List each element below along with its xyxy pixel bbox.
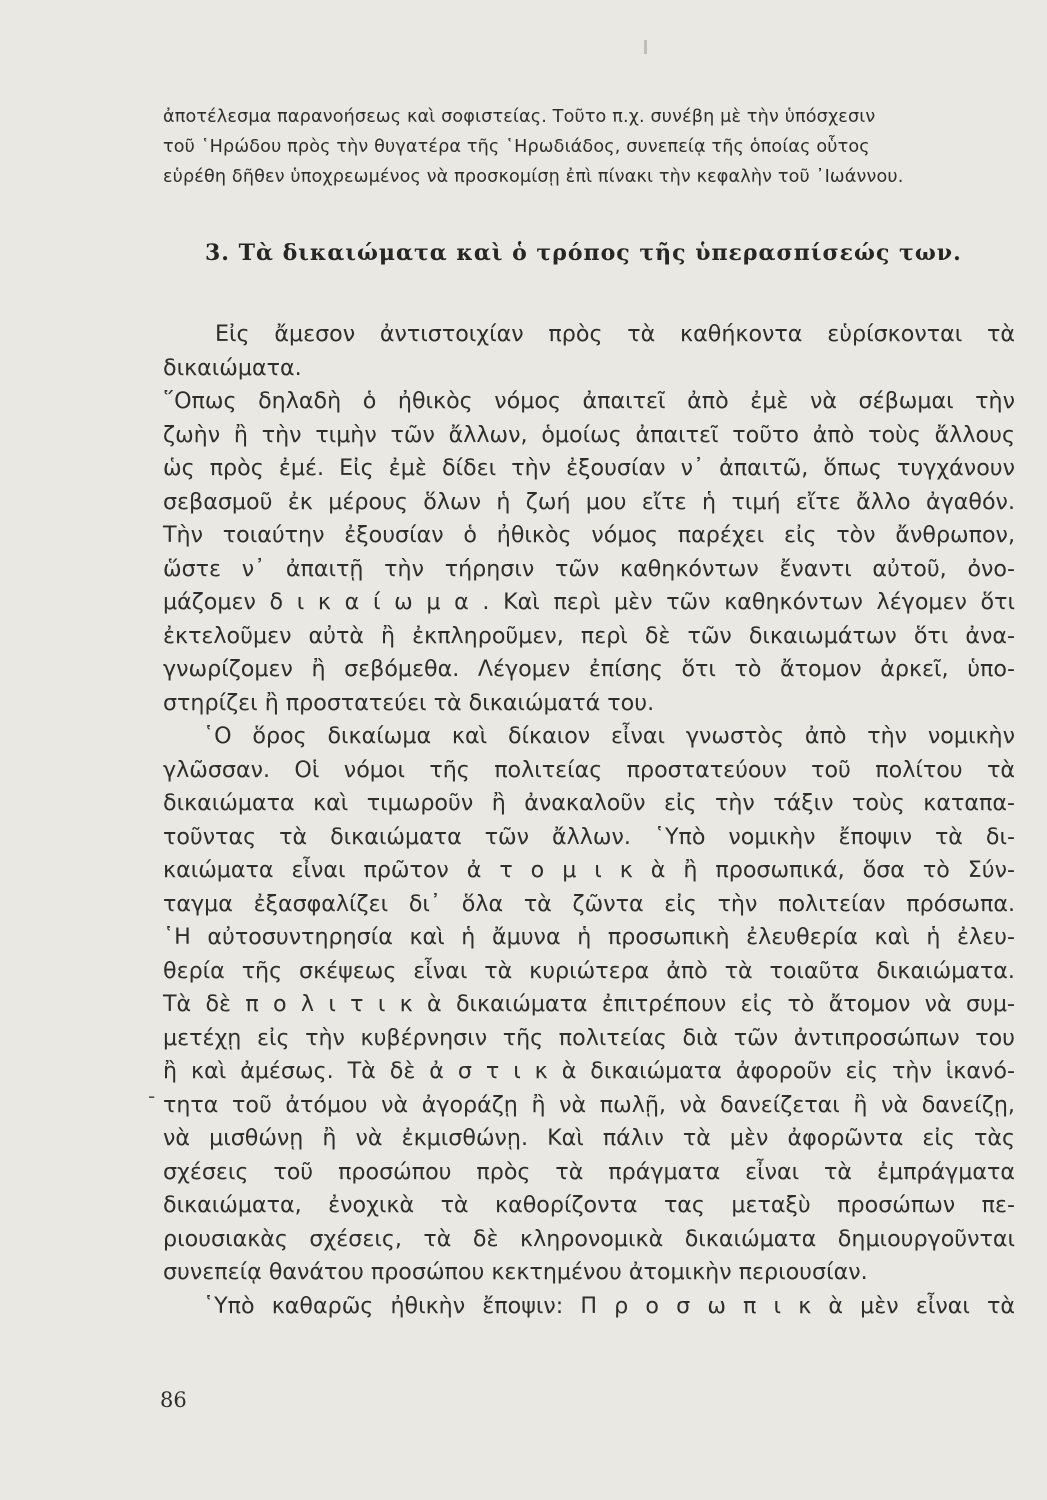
body-line: ριουσιακὰς σχέσεις, τὰ δὲ κληρονομικὰ δικαιώματα δημιουργοῦνται	[163, 1225, 1015, 1252]
body-line: ῾Η αὐτοσυντηρησία καὶ ἡ ἄμυνα ἡ προσωπικὴ ἐλευθερία καὶ ἡ ἐλευ-	[163, 924, 1015, 950]
body-line: δικαιώματα, ἐνοχικὰ τὰ καθορίζοντα τας μεταξὺ προσώπων πε-	[163, 1192, 1015, 1218]
body-line: ὥστε ν᾿ ἀπαιτῇ τὴν τήρησιν τῶν καθηκόντων ἔναντι αὐτοῦ, ὀνο-	[163, 555, 1015, 582]
section-heading: 3. Τὰ δικαιώματα καὶ ὁ τρόπος τῆς ὑπερασπίσεώς των.	[205, 240, 962, 266]
body-line: σχέσεις τοῦ προσώπου πρὸς τὰ πράγματα εἶναι τὰ ἐμπράγματα	[163, 1158, 1015, 1185]
body-line: ῞Οπως δηλαδὴ ὁ ἠθικὸς νόμος ἀπαιτεῖ ἀπὸ ἐμὲ νὰ σέβωμαι τὴν	[163, 388, 1015, 414]
body-line: ἢ καὶ ἀμέσως. Τὰ δὲ ἀ σ τ ι κ ὰ δικαιώματα ἀφοροῦν εἰς τὴν ἱκανό-	[163, 1058, 1015, 1084]
margin-mark: -	[148, 1084, 156, 1108]
body-line: συνεπείᾳ θανάτου προσώπου κεκτημένου ἀτομικὴν περιουσίαν.	[163, 1259, 868, 1285]
page-number: 86	[160, 1388, 187, 1412]
body-line: ταγμα ἐξασφαλίζει δι᾿ ὅλα τὰ ζῶντα εἰς τὴν πολιτείαν πρόσωπα.	[163, 890, 1015, 917]
body-line: ἐκτελοῦμεν αὐτὰ ἢ ἐκπληροῦμεν, περὶ δὲ τῶν δικαιωμάτων ὅτι ἀνα-	[163, 622, 1015, 649]
body-line: ζωὴν ἢ τὴν τιμὴν τῶν ἄλλων, ὁμοίως ἀπαιτεῖ τοῦτο ἀπὸ τοὺς ἄλλους	[163, 421, 1015, 448]
intro-paragraph	[163, 102, 1015, 192]
body-line: ῾Υπὸ καθαρῶς ἠθικὴν ἔποψιν: Π ρ ο σ ω π ι κ ὰ μὲν εἶναι τὰ	[203, 1292, 1015, 1319]
body-line: μάζομεν δ ι κ α ί ω μ α . Καὶ περὶ μὲν τῶν καθηκόντων λέγομεν ὅτι	[163, 589, 1015, 615]
intro-line: εὑρέθη δῆθεν ὑποχρεωμένος νὰ προσκομίσῃ ἐπὶ πίνακι τὴν κεφαλὴν τοῦ ᾿Ιωάννου.	[163, 167, 904, 187]
body-line: γνωρίζομεν ἢ σεβόμεθα. Λέγομεν ἐπίσης ὅτι τὸ ἄτομον ἀρκεῖ, ὑπο-	[163, 656, 1015, 682]
body-text	[163, 318, 1015, 1323]
body-line: Τὴν τοιαύτην ἐξουσίαν ὁ ἠθικὸς νόμος παρέχει εἰς τὸν ἄνθρωπον,	[163, 522, 1015, 548]
body-line: σεβασμοῦ ἐκ μέρους ὅλων ἡ ζωή μου εἴτε ἡ τιμή εἴτε ἄλλο ἀγαθόν.	[163, 488, 1015, 515]
body-line: θερία τῆς σκέψεως εἶναι τὰ κυριώτερα ἀπὸ τὰ τοιαῦτα δικαιώματα.	[163, 957, 1015, 984]
body-line: Εἰς ἄμεσον ἀντιστοιχίαν πρὸς τὰ καθήκοντα εὑρίσκονται τὰ	[215, 321, 1015, 347]
body-line: γλῶσσαν. Οἱ νόμοι τῆς πολιτείας προστατεύουν τοῦ πολίτου τὰ	[163, 756, 1015, 783]
intro-line: τοῦ ῾Ηρώδου πρὸς τὴν θυγατέρα τῆς ῾Ηρωδιάδος, συνεπείᾳ τῆς ὁποίας οὗτος	[163, 137, 870, 157]
paper-speck	[644, 40, 647, 54]
body-line: καιώματα εἶναι πρῶτον ἀ τ ο μ ι κ ὰ ἢ προσωπικά, ὅσα τὸ Σύν-	[163, 857, 1015, 883]
body-line: ὡς πρὸς ἐμέ. Εἰς ἐμὲ δίδει τὴν ἐξουσίαν ν᾿ ἀπαιτῶ, ὅπως τυγχάνουν	[163, 455, 1015, 481]
body-line: μετέχῃ εἰς τὴν κυβέρνησιν τῆς πολιτείας διὰ τῶν ἀντιπροσώπων του	[163, 1024, 1015, 1051]
intro-line: ἀποτέλεσμα παρανοήσεως καὶ σοφιστείας. Τοῦτο π.χ. συνέβη μὲ τὴν ὑπόσχεσιν	[163, 107, 876, 127]
body-line: τοῦντας τὰ δικαιώματα τῶν ἄλλων. ῾Υπὸ νομικὴν ἔποψιν τὰ δι-	[163, 823, 1015, 850]
body-line: στηρίζει ἢ προστατεύει τὰ δικαιώματά του.	[163, 689, 655, 716]
body-line: Τὰ δὲ π ο λ ι τ ι κ ὰ δικαιώματα ἐπιτρέπουν εἰς τὸ ἄτομον νὰ συμ-	[163, 991, 1015, 1017]
body-line: τητα τοῦ ἀτόμου νὰ ἀγοράζῃ ἢ νὰ πωλῇ, νὰ δανείζεται ἢ νὰ δανείζῃ,	[163, 1091, 1015, 1118]
body-line: δικαιώματα καὶ τιμωροῦν ἢ ἀνακαλοῦν εἰς τὴν τάξιν τοὺς καταπα-	[163, 790, 1015, 816]
body-line: νὰ μισθώνῃ ἢ νὰ ἐκμισθώνῃ. Καὶ πάλιν τὰ μὲν ἀφορῶντα εἰς τὰς	[163, 1125, 1015, 1151]
body-line: δικαιώματα.	[163, 354, 302, 381]
body-line: ῾Ο ὅρος δικαίωμα καὶ δίκαιον εἶναι γνωστὸς ἀπὸ τὴν νομικὴν	[203, 723, 1015, 749]
